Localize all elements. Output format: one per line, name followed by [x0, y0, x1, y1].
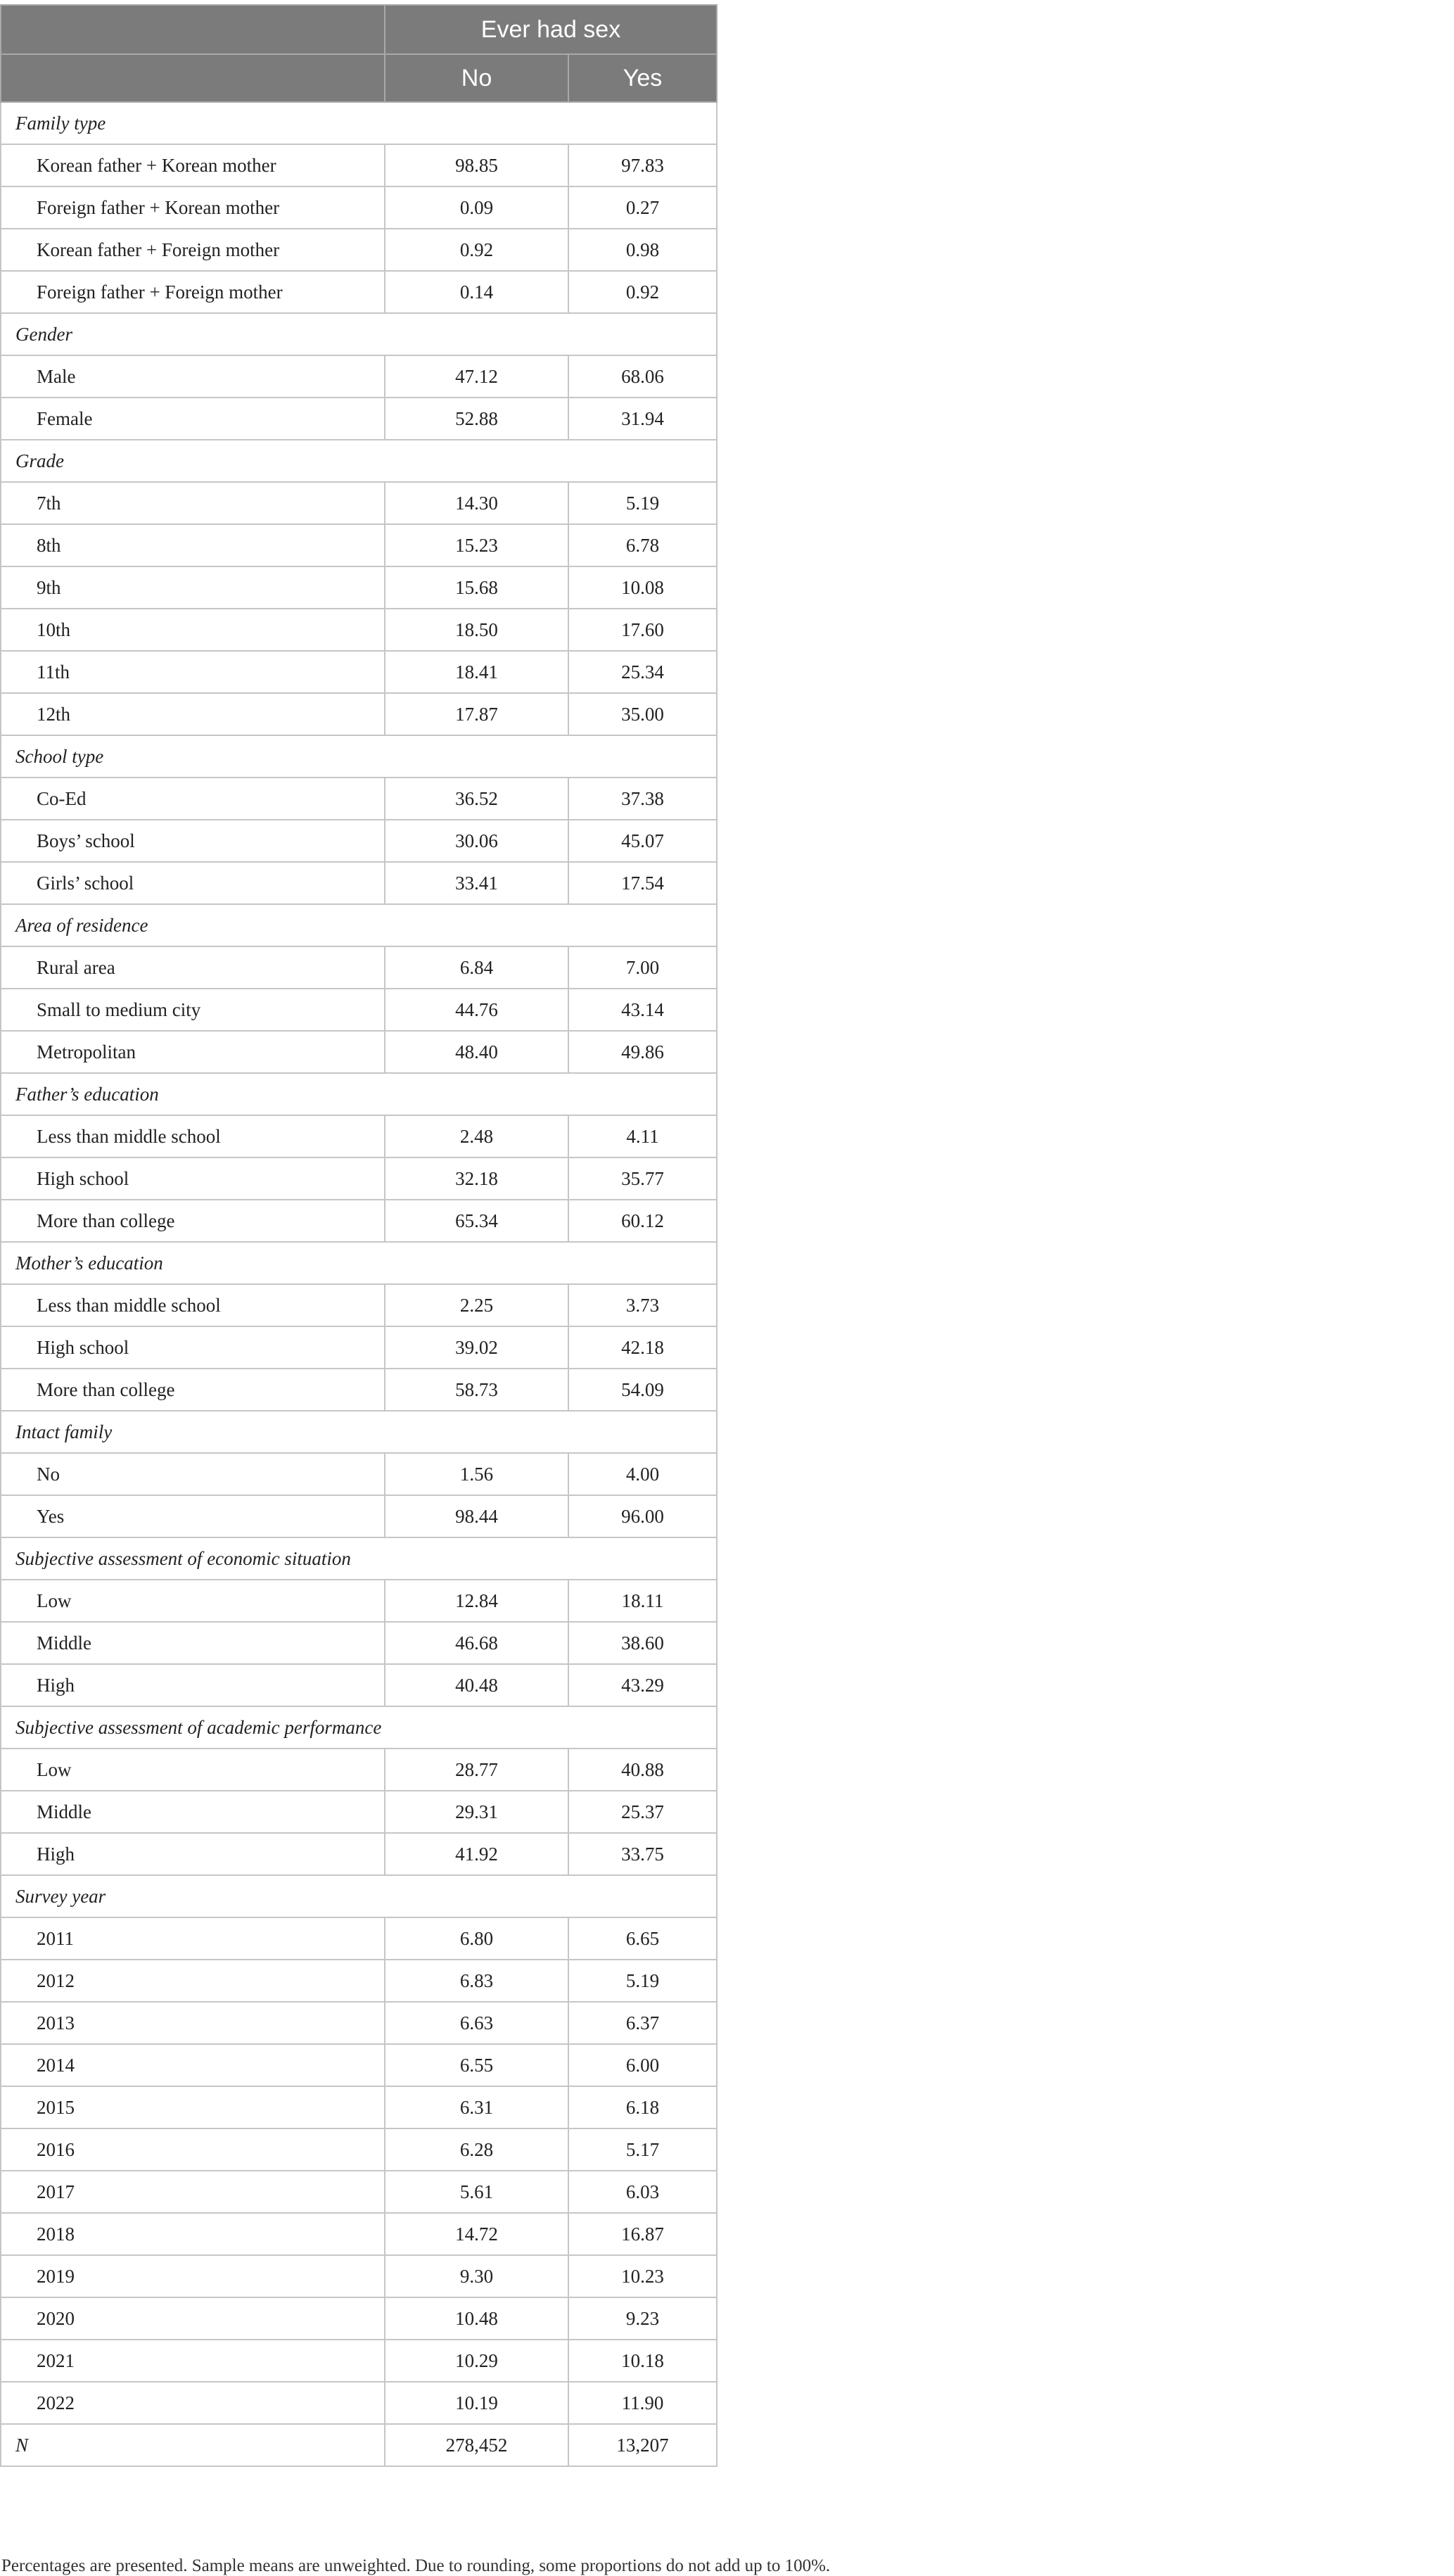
- row-label: High school: [1, 1157, 385, 1200]
- row-label: 8th: [1, 524, 385, 566]
- table-row: [1, 229, 717, 271]
- value-yes: 5.17: [568, 2128, 717, 2171]
- value-no: 15.68: [385, 566, 568, 609]
- value-no: 0.92: [385, 229, 568, 271]
- value-no: 0.09: [385, 186, 568, 229]
- row-label: Girls’ school: [1, 862, 385, 904]
- row-label: More than college: [1, 1200, 385, 1242]
- section-row: [1, 313, 717, 355]
- value-no: 47.12: [385, 355, 568, 398]
- value-yes: 16.87: [568, 2213, 717, 2255]
- table-row: [1, 1833, 717, 1875]
- row-label: Co-Ed: [1, 778, 385, 820]
- section-row: [1, 1875, 717, 1917]
- value-no: 98.44: [385, 1495, 568, 1537]
- table-row: [1, 1664, 717, 1706]
- value-no: 14.30: [385, 482, 568, 524]
- row-label: 2016: [1, 2128, 385, 2171]
- value-yes: 60.12: [568, 1200, 717, 1242]
- header-blank-cell: [1, 5, 385, 54]
- value-yes: 10.08: [568, 566, 717, 609]
- table-row: [1, 820, 717, 862]
- value-yes: 17.60: [568, 609, 717, 651]
- table-row: [1, 1453, 717, 1495]
- value-yes: 25.37: [568, 1791, 717, 1833]
- row-label: High school: [1, 1326, 385, 1369]
- table-row: [1, 271, 717, 313]
- table-row: [1, 1622, 717, 1664]
- value-yes: 0.92: [568, 271, 717, 313]
- value-yes: 45.07: [568, 820, 717, 862]
- value-no: 33.41: [385, 862, 568, 904]
- value-no: 30.06: [385, 820, 568, 862]
- table-row: [1, 2086, 717, 2128]
- value-yes: 5.19: [568, 482, 717, 524]
- value-no: 41.92: [385, 1833, 568, 1875]
- value-no: 52.88: [385, 398, 568, 440]
- table-row: [1, 1031, 717, 1073]
- row-label: High: [1, 1664, 385, 1706]
- row-label: 7th: [1, 482, 385, 524]
- row-label: Less than middle school: [1, 1115, 385, 1157]
- section-title: Survey year: [1, 1875, 717, 1917]
- value-no: 40.48: [385, 1664, 568, 1706]
- value-yes: 18.11: [568, 1580, 717, 1622]
- row-label: No: [1, 1453, 385, 1495]
- row-label: Metropolitan: [1, 1031, 385, 1073]
- table-row: [1, 1749, 717, 1791]
- data-table: [0, 4, 718, 2467]
- section-row: [1, 735, 717, 778]
- total-row: [1, 2424, 717, 2466]
- row-label: Foreign father + Foreign mother: [1, 271, 385, 313]
- value-no: 32.18: [385, 1157, 568, 1200]
- table-body: [1, 102, 717, 2466]
- value-no: 6.63: [385, 2002, 568, 2044]
- row-label: Foreign father + Korean mother: [1, 186, 385, 229]
- table-row: [1, 693, 717, 735]
- row-label: Low: [1, 1749, 385, 1791]
- table-row: [1, 1580, 717, 1622]
- value-no: 58.73: [385, 1369, 568, 1411]
- row-label: 9th: [1, 566, 385, 609]
- table-row: [1, 1369, 717, 1411]
- value-no: 9.30: [385, 2255, 568, 2297]
- table-row: [1, 2128, 717, 2171]
- section-title: Mother’s education: [1, 1242, 717, 1284]
- value-yes: 6.18: [568, 2086, 717, 2128]
- value-no: 29.31: [385, 1791, 568, 1833]
- section-row: [1, 1706, 717, 1749]
- value-yes: 25.34: [568, 651, 717, 693]
- section-title: Grade: [1, 440, 717, 482]
- table-row: [1, 524, 717, 566]
- section-title: Family type: [1, 102, 717, 144]
- total-no: 278,452: [385, 2424, 568, 2466]
- row-label: Korean father + Korean mother: [1, 144, 385, 186]
- value-yes: 4.00: [568, 1453, 717, 1495]
- table-row: [1, 2297, 717, 2340]
- value-yes: 6.03: [568, 2171, 717, 2213]
- table-row: [1, 1495, 717, 1537]
- row-label: 12th: [1, 693, 385, 735]
- row-label: 2012: [1, 1960, 385, 2002]
- section-row: [1, 1411, 717, 1453]
- value-no: 10.19: [385, 2382, 568, 2424]
- row-label: 2018: [1, 2213, 385, 2255]
- row-label: Low: [1, 1580, 385, 1622]
- value-no: 36.52: [385, 778, 568, 820]
- row-label: Female: [1, 398, 385, 440]
- value-yes: 17.54: [568, 862, 717, 904]
- value-yes: 97.83: [568, 144, 717, 186]
- value-yes: 42.18: [568, 1326, 717, 1369]
- row-label: 2013: [1, 2002, 385, 2044]
- row-label: 2014: [1, 2044, 385, 2086]
- section-row: [1, 102, 717, 144]
- row-label: More than college: [1, 1369, 385, 1411]
- row-label: 2011: [1, 1917, 385, 1960]
- row-label: Middle: [1, 1791, 385, 1833]
- value-yes: 11.90: [568, 2382, 717, 2424]
- row-label: 2015: [1, 2086, 385, 2128]
- value-yes: 10.18: [568, 2340, 717, 2382]
- value-no: 6.28: [385, 2128, 568, 2171]
- row-label: 11th: [1, 651, 385, 693]
- value-yes: 10.23: [568, 2255, 717, 2297]
- row-label: 10th: [1, 609, 385, 651]
- value-yes: 4.11: [568, 1115, 717, 1157]
- table-row: [1, 2340, 717, 2382]
- header-group-ever-had-sex: Ever had sex: [385, 5, 717, 54]
- value-no: 14.72: [385, 2213, 568, 2255]
- header-blank-cell: [1, 54, 385, 102]
- section-row: [1, 440, 717, 482]
- value-yes: 49.86: [568, 1031, 717, 1073]
- value-no: 18.50: [385, 609, 568, 651]
- value-yes: 35.00: [568, 693, 717, 735]
- value-yes: 54.09: [568, 1369, 717, 1411]
- value-yes: 43.14: [568, 989, 717, 1031]
- total-yes: 13,207: [568, 2424, 717, 2466]
- row-label: Small to medium city: [1, 989, 385, 1031]
- data-table-container: [0, 4, 716, 2467]
- value-no: 6.55: [385, 2044, 568, 2086]
- value-yes: 68.06: [568, 355, 717, 398]
- value-yes: 3.73: [568, 1284, 717, 1326]
- value-no: 98.85: [385, 144, 568, 186]
- value-no: 10.29: [385, 2340, 568, 2382]
- table-row: [1, 2255, 717, 2297]
- value-no: 6.31: [385, 2086, 568, 2128]
- section-row: [1, 1537, 717, 1580]
- table-row: [1, 1917, 717, 1960]
- header-col-no: No: [385, 54, 568, 102]
- value-no: 17.87: [385, 693, 568, 735]
- table-row: [1, 1200, 717, 1242]
- row-label: 2020: [1, 2297, 385, 2340]
- row-label: Korean father + Foreign mother: [1, 229, 385, 271]
- table-row: [1, 862, 717, 904]
- value-no: 0.14: [385, 271, 568, 313]
- table-row: [1, 1284, 717, 1326]
- section-title: Father’s education: [1, 1073, 717, 1115]
- value-yes: 38.60: [568, 1622, 717, 1664]
- value-yes: 9.23: [568, 2297, 717, 2340]
- row-label: 2019: [1, 2255, 385, 2297]
- table-row: [1, 398, 717, 440]
- value-no: 65.34: [385, 1200, 568, 1242]
- value-no: 2.48: [385, 1115, 568, 1157]
- value-yes: 6.78: [568, 524, 717, 566]
- value-no: 46.68: [385, 1622, 568, 1664]
- row-label: Boys’ school: [1, 820, 385, 862]
- value-no: 28.77: [385, 1749, 568, 1791]
- value-yes: 35.77: [568, 1157, 717, 1200]
- table-row: [1, 1115, 717, 1157]
- row-label: Less than middle school: [1, 1284, 385, 1326]
- value-yes: 0.98: [568, 229, 717, 271]
- value-no: 2.25: [385, 1284, 568, 1326]
- row-label: High: [1, 1833, 385, 1875]
- section-title: Area of residence: [1, 904, 717, 946]
- table-row: [1, 2213, 717, 2255]
- value-yes: 6.65: [568, 1917, 717, 1960]
- table-row: [1, 1791, 717, 1833]
- section-row: [1, 1242, 717, 1284]
- table-row: [1, 2002, 717, 2044]
- value-yes: 43.29: [568, 1664, 717, 1706]
- value-no: 1.56: [385, 1453, 568, 1495]
- table-row: [1, 778, 717, 820]
- section-title: Subjective assessment of economic situation: [1, 1537, 717, 1580]
- row-label: 2017: [1, 2171, 385, 2213]
- value-yes: 6.37: [568, 2002, 717, 2044]
- value-yes: 6.00: [568, 2044, 717, 2086]
- value-yes: 31.94: [568, 398, 717, 440]
- table-row: [1, 609, 717, 651]
- value-yes: 7.00: [568, 946, 717, 989]
- table-row: [1, 1157, 717, 1200]
- value-no: 6.83: [385, 1960, 568, 2002]
- row-label: Middle: [1, 1622, 385, 1664]
- value-yes: 5.19: [568, 1960, 717, 2002]
- table-row: [1, 566, 717, 609]
- header-col-yes: Yes: [568, 54, 717, 102]
- table-row: [1, 946, 717, 989]
- value-no: 6.80: [385, 1917, 568, 1960]
- value-no: 5.61: [385, 2171, 568, 2213]
- value-no: 15.23: [385, 524, 568, 566]
- table-row: [1, 2044, 717, 2086]
- table-row: [1, 144, 717, 186]
- row-label: Yes: [1, 1495, 385, 1537]
- value-no: 6.84: [385, 946, 568, 989]
- table-row: [1, 651, 717, 693]
- table-header: [1, 5, 717, 102]
- section-row: [1, 904, 717, 946]
- row-label: Male: [1, 355, 385, 398]
- table-footnote: Percentages are presented. Sample means are unweighted. Due to rounding, some proportions do not add up to 100%.: [1, 2556, 831, 2575]
- section-title: Gender: [1, 313, 717, 355]
- table-row: [1, 355, 717, 398]
- table-row: [1, 482, 717, 524]
- table-row: [1, 186, 717, 229]
- value-yes: 37.38: [568, 778, 717, 820]
- table-row: [1, 2382, 717, 2424]
- section-row: [1, 1073, 717, 1115]
- value-yes: 33.75: [568, 1833, 717, 1875]
- section-title: School type: [1, 735, 717, 778]
- value-no: 18.41: [385, 651, 568, 693]
- row-label: Rural area: [1, 946, 385, 989]
- table-row: [1, 1960, 717, 2002]
- row-label: 2021: [1, 2340, 385, 2382]
- value-no: 39.02: [385, 1326, 568, 1369]
- row-label: 2022: [1, 2382, 385, 2424]
- table-row: [1, 1326, 717, 1369]
- value-yes: 0.27: [568, 186, 717, 229]
- table-row: [1, 2171, 717, 2213]
- value-no: 12.84: [385, 1580, 568, 1622]
- value-yes: 40.88: [568, 1749, 717, 1791]
- table-row: [1, 989, 717, 1031]
- value-no: 48.40: [385, 1031, 568, 1073]
- value-no: 44.76: [385, 989, 568, 1031]
- value-no: 10.48: [385, 2297, 568, 2340]
- section-title: Intact family: [1, 1411, 717, 1453]
- total-label: N: [1, 2424, 385, 2466]
- section-title: Subjective assessment of academic performance: [1, 1706, 717, 1749]
- value-yes: 96.00: [568, 1495, 717, 1537]
